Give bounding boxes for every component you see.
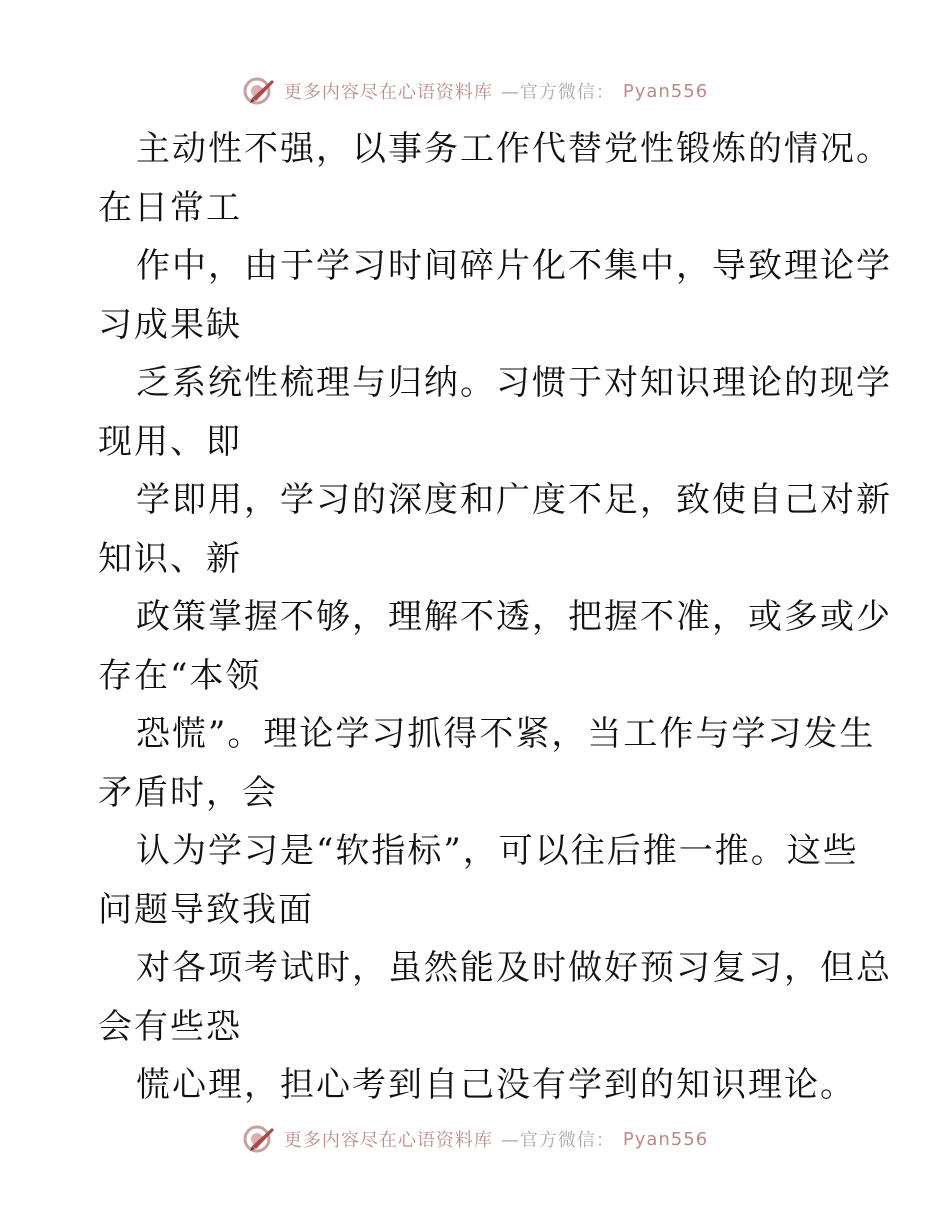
text-line: 恐慌”。理论学习抓得不紧，当工作与学习发生: [136, 714, 876, 754]
text-line: 乏系统性梳理与归纳。习惯于对知识理论的现学: [136, 363, 892, 403]
fountain-pen-logo-icon: [242, 76, 276, 106]
text-line: 现用、即: [98, 421, 242, 462]
text-line: 慌心理，担心考到自己没有学到的知识理论。: [136, 1065, 856, 1105]
text-line: 政策掌握不够，理解不透，把握不准，或多或少: [136, 597, 892, 637]
watermark-wechat-id: Pyan556: [622, 80, 709, 102]
text-line: 矛盾时，会: [98, 772, 278, 813]
text-line: 习成果缺: [98, 304, 242, 345]
text-line: 知识、新: [98, 538, 242, 579]
text-line: 在日常工: [98, 187, 242, 228]
fountain-pen-logo-icon: [242, 1124, 276, 1154]
text-line: 存在“本领: [98, 655, 262, 696]
watermark-brand-text: 更多内容尽在心语资料库: [283, 82, 493, 103]
text-line: 作中，由于学习时间碎片化不集中，导致理论学: [136, 246, 892, 286]
text-line: 问题导致我面: [98, 889, 314, 930]
header-watermark: [0, 76, 950, 106]
text-line: 认为学习是“软指标”，可以往后推一推。这些: [136, 831, 859, 871]
watermark-brand-text: 更多内容尽在心语资料库: [283, 1130, 493, 1151]
footer-watermark: [0, 1124, 950, 1154]
text-line: 对各项考试时，虽然能及时做好预习复习，但总: [136, 948, 892, 988]
watermark-suffix-text: —官方微信：: [500, 1130, 615, 1151]
document-body: [98, 120, 892, 1115]
watermark-suffix-text: —官方微信：: [500, 82, 615, 103]
text-line: 学即用，学习的深度和广度不足，致使自己对新: [136, 480, 892, 520]
text-line: 主动性不强，以事务工作代替党性锻炼的情况。: [136, 129, 892, 169]
text-line: 会有些恐: [98, 1006, 242, 1047]
watermark-wechat-id: Pyan556: [622, 1128, 709, 1150]
